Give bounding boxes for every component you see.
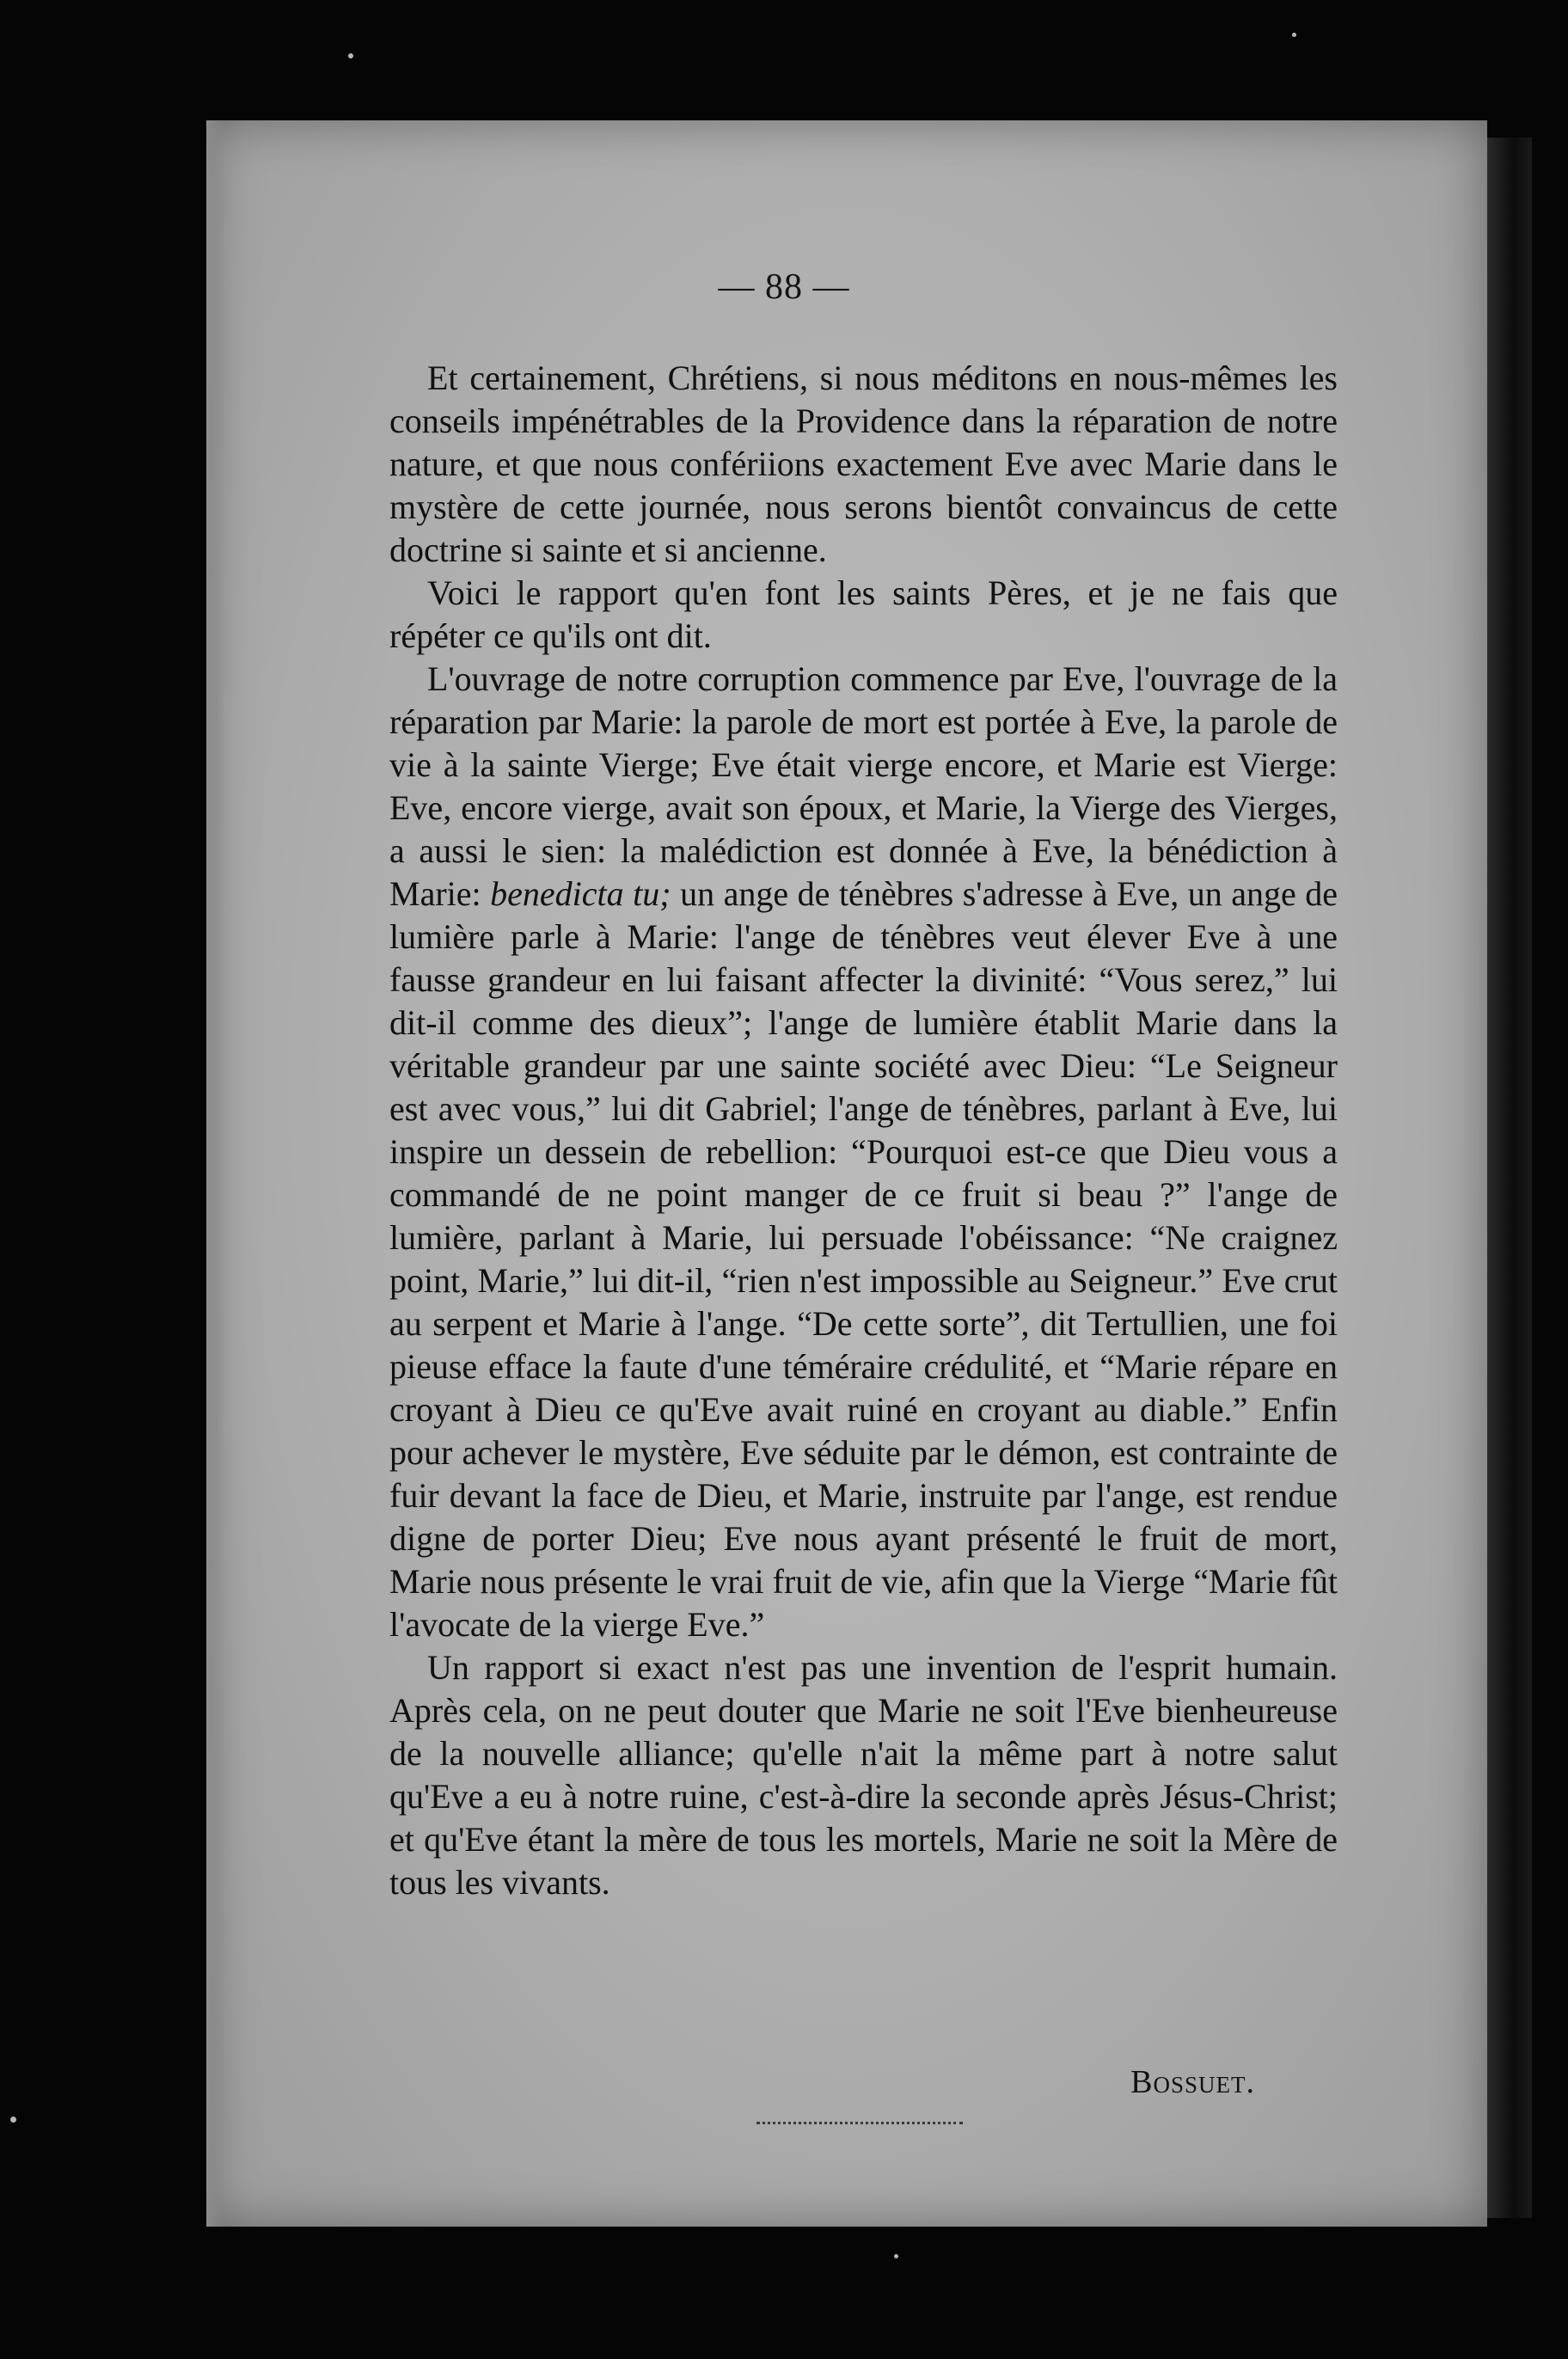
dust-speck: [1292, 33, 1296, 37]
paragraph: Et certainement, Chrétiens, si nous méditons en nous-mêmes les conseils impénétrables de la Providence dans la réparation de notre nature, et que nous confériions exactement Eve avec Marie dans le mystère de cette journée, nous serons bientôt convaincus de cette doctrine si sainte et si ancienne.: [389, 358, 1338, 569]
page-number: — 88 —: [718, 267, 850, 307]
dust-speck: [10, 2117, 16, 2123]
paragraph: [389, 658, 1338, 1646]
dust-speck: [894, 2254, 898, 2258]
paragraph: Un rapport si exact n'est pas une invention de l'esprit humain. Après cela, on ne peut douter que Marie ne soit l'Eve bienheureuse de la nouvelle alliance; qu'elle n'ait la même part à notre salut qu'Eve a eu à notre ruine, c'est-à-dire la seconde après Jésus-Christ; et qu'Eve étant la mère de tous les mortels, Marie ne soit la Mère de tous les vivants.: [389, 1648, 1338, 1902]
dust-speck: [348, 53, 353, 58]
author-signature: Bossuet.: [1130, 2064, 1255, 2100]
paragraph-text: un ange de ténèbres s'adresse à Eve, un ange de lumière parle à Marie: l'ange de ténèbres veut élever Eve à une fausse grandeur en lui faisant affecter la divinité: “Vous serez,” lui dit-il comme des dieux”; l'ange de lumière établit Marie dans la véritable grandeur par une sainte société avec Dieu: “Le Seigneur est avec vous,” lui dit Gabriel; l'ange de ténèbres, parlant à Eve, lui inspire un dessein de rebellion: “Pourquoi est-ce que Dieu vous a commandé de ne point manger de ce fruit si beau ?” l'ange de lumière, parlant à Marie, lui persuade l'obéissance: “Ne craignez point, Marie,” lui dit-il, “rien n'est impossible au Seigneur.” Eve crut au serpent et Marie à l'ange. “De cette sorte”, dit Tertullien, une foi pieuse efface la faute d'une téméraire crédulité, et “Marie répare en croyant à Dieu ce qu'Eve avait ruiné en croyant au diable.” Enfin pour achever le mystère, Eve séduite par le démon, est contrainte de fuir devant la face de Dieu, et Marie, instruite par l'ange, est rendue digne de porter Dieu; Eve nous ayant présenté le fruit de mort, Marie nous présente le vrai fruit de vie, afin que la Vierge “Marie fût l'avocate de la vierge Eve.”: [389, 874, 1338, 1644]
end-ornament: [756, 2122, 963, 2124]
book-spine: [1487, 138, 1532, 2218]
body-text: [389, 357, 1338, 1904]
paragraph: Voici le rapport qu'en font les saints Pères, et je ne fais que répéter ce qu'ils ont dit.: [389, 573, 1338, 655]
latin-phrase: benedicta tu;: [490, 874, 671, 913]
paragraph-text: L'ouvrage de notre corruption commence par Eve, l'ouvrage de la réparation par Marie: la parole de mort est portée à Eve, la parole de vie à la sainte Vierge; Eve était vierge encore, et Marie est Vierge: Eve, encore vierge, avait son époux, et Marie, la Vierge des Vierges, a aussi le sien: la malédiction est donnée à Eve, la bénédiction à Marie:: [389, 659, 1338, 913]
